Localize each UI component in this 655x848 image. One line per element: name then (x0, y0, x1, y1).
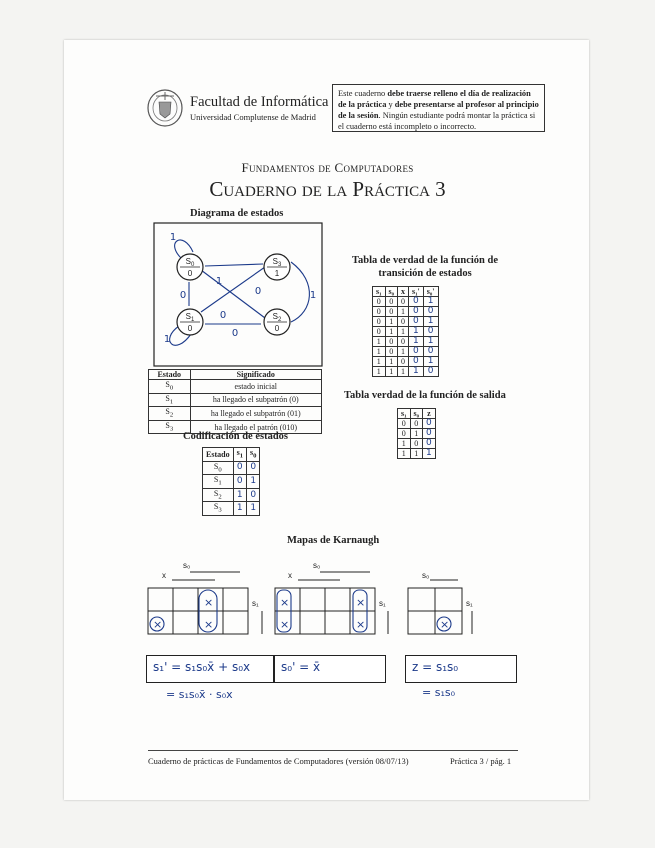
table-row (373, 357, 439, 367)
expr-s0: s₀' = x̄ (281, 660, 321, 674)
table-row (398, 449, 436, 459)
table-row: $S_1$ 0 1 (203, 475, 260, 489)
encoding-table (202, 447, 260, 516)
state-s3-label: $S_3$ (272, 257, 282, 268)
karnaugh-maps (140, 560, 520, 642)
table-cell: 1 (423, 317, 438, 327)
table-cell: 0 (409, 317, 424, 327)
table-cell: 0 (385, 297, 398, 307)
table-row: $S_1$ ha llegado el subpatrón (0) (149, 393, 322, 407)
col-significado: Significado (190, 370, 321, 380)
table-row: $S_3$ ha llegado el patrón (010) (149, 420, 322, 434)
table-cell: 0 (423, 439, 436, 449)
edge-label: 0 (219, 310, 227, 321)
course-name: Fundamentos de Computadores (241, 160, 414, 175)
svg-text:s₀: s₀ (422, 571, 430, 580)
kmap-mark: × (204, 618, 214, 631)
kmap-mark: × (153, 618, 163, 631)
table-row (373, 307, 439, 317)
table-cell: 1 (410, 429, 423, 439)
encoding-heading: Codificación de estados (183, 431, 288, 442)
table-cell: 0 (423, 367, 438, 377)
expr-box-s1 (146, 655, 274, 683)
table-cell: 1 (385, 327, 398, 337)
table-row (373, 337, 439, 347)
table-header-cell: s₀' (423, 287, 438, 297)
table-row (373, 367, 439, 377)
table-cell: 1 (373, 337, 386, 347)
state-s3-out: 1 (274, 269, 280, 278)
table-row: $S_0$ 0 0 (203, 461, 260, 475)
table-cell: 0 (423, 429, 436, 439)
expr-box-s0 (274, 655, 386, 683)
svg-text:x: x (162, 571, 166, 580)
svg-text:s₀: s₀ (313, 561, 321, 570)
kmap-mark: × (356, 596, 366, 609)
expr-box-z (405, 655, 517, 683)
table-cell: 1 (398, 439, 411, 449)
table-cell: 0 (398, 419, 411, 429)
kmap-mark: × (280, 596, 290, 609)
state-s0-label: $S_0$ (185, 257, 195, 268)
kmap-mark: × (356, 618, 366, 631)
state-s2-label: $S_2$ (272, 312, 282, 323)
table-row (373, 347, 439, 357)
table-row: $S_3$ 1 1 (203, 502, 260, 516)
svg-text:s₁: s₁ (379, 599, 386, 608)
table-cell: 1 (398, 449, 411, 459)
table-cell: 0 (385, 337, 398, 347)
table-cell: 0 (373, 307, 386, 317)
transition-heading: Tabla de verdad de la función de transición de estados (351, 255, 499, 279)
kmap-mark: × (280, 618, 290, 631)
edge-label: 1 (215, 276, 223, 287)
table-cell: 0 (423, 327, 438, 337)
notice-bold-1: debe traerse relleno el día de realización de la práctica (338, 89, 531, 109)
expr-z-nand: = s₁s₀ (422, 686, 455, 699)
edge-label: 1 (169, 232, 177, 243)
page-sheet (64, 40, 589, 800)
table-cell: 0 (410, 439, 423, 449)
expr-s1: s₁' = s₁s₀x̄ + s₀x (153, 660, 251, 674)
notice-bold-2: debe presentarse al profesor al principio de la sesión (338, 100, 539, 120)
table-row: $S_0$ estado inicial (149, 380, 322, 394)
table-cell: 0 (409, 347, 424, 357)
col-estado: Estado (149, 370, 191, 380)
table-cell: 0 (410, 419, 423, 429)
faculty-name: Facultad de Informática (190, 94, 329, 110)
state-diagram-heading: Diagrama de estados (190, 208, 284, 219)
table-cell: 0 (398, 337, 409, 347)
table-cell: 1 (423, 357, 438, 367)
table-cell: 1 (398, 367, 409, 377)
table-cell: 1 (409, 327, 424, 337)
kmap-mark: × (440, 618, 450, 631)
table-cell: 1 (373, 367, 386, 377)
table-cell: 1 (385, 367, 398, 377)
table-cell: 1 (409, 337, 424, 347)
table-cell: 0 (373, 317, 386, 327)
table-row (373, 317, 439, 327)
expr-z: z = s₁s₀ (412, 660, 459, 674)
table-row: $S_2$ ha llegado el subpatrón (01) (149, 407, 322, 421)
table-header-cell: s₀ (385, 287, 398, 297)
footer-right: Práctica 3 / pág. 1 (450, 756, 512, 766)
table-header-row (398, 409, 436, 419)
university-name: Universidad Complutense de Madrid (190, 112, 316, 122)
table-cell: 0 (423, 347, 438, 357)
table-cell: 1 (423, 297, 438, 307)
table-cell: 0 (398, 297, 409, 307)
table-cell: 1 (398, 347, 409, 357)
university-seal-icon (146, 88, 184, 128)
table-header-cell: s₁ (398, 409, 411, 419)
table-row (398, 419, 436, 429)
table-cell: 0 (423, 419, 436, 429)
table-cell: 1 (373, 357, 386, 367)
table-cell: 0 (409, 297, 424, 307)
table-row (373, 327, 439, 337)
table-row: $S_2$ 1 0 (203, 488, 260, 502)
table-cell: 0 (385, 307, 398, 317)
footer-left: Cuaderno de prácticas de Fundamentos de Computadores (versión 08/07/13) (148, 756, 409, 766)
table-cell: 0 (409, 307, 424, 317)
svg-text:s₁: s₁ (466, 599, 473, 608)
karnaugh-heading: Mapas de Karnaugh (287, 535, 380, 546)
table-cell: 0 (398, 357, 409, 367)
table-cell: 1 (398, 307, 409, 317)
table-cell: 1 (373, 347, 386, 357)
state-s2-out: 0 (274, 324, 280, 333)
table-cell: 1 (385, 357, 398, 367)
table-cell: 1 (409, 367, 424, 377)
edge-label: 0 (254, 286, 262, 297)
state-s1-out: 0 (187, 324, 193, 333)
table-cell: 0 (398, 429, 411, 439)
output-heading: Tabla verdad de la función de salida (344, 390, 506, 401)
svg-text:s₀: s₀ (183, 561, 191, 570)
table-cell: 1 (385, 317, 398, 327)
state-s0-out: 0 (187, 269, 193, 278)
edge-label: 0 (179, 290, 187, 301)
footer-divider (148, 750, 518, 751)
table-cell: 0 (373, 297, 386, 307)
table-row (398, 439, 436, 449)
table-header-cell: s₀ (410, 409, 423, 419)
table-row (398, 429, 436, 439)
edge-label: 1 (163, 334, 171, 345)
table-cell: 1 (410, 449, 423, 459)
svg-text:x: x (288, 571, 292, 580)
kmap-mark: × (204, 596, 214, 609)
transition-table (372, 286, 439, 377)
table-header-row (149, 370, 322, 380)
table-header-row: Estado $s_1$ $s_0$ (203, 448, 260, 462)
expr-s1-nand: = s₁s₀x̄ · s₀x (166, 688, 233, 701)
table-header-cell: z (423, 409, 436, 419)
notice-suffix: . Ningún estudiante podrá montar la práctica si el cuaderno está incompleto o incorrecto. (338, 111, 536, 131)
table-cell: 0 (398, 317, 409, 327)
state-meaning-table (148, 369, 322, 434)
table-cell: 1 (423, 337, 438, 347)
notice-mid: y (386, 100, 395, 109)
edge-label: 0 (231, 328, 239, 339)
table-header-row (373, 287, 439, 297)
state-s1-label: $S_1$ (185, 312, 195, 323)
table-cell: 0 (385, 347, 398, 357)
table-header-cell: x (398, 287, 409, 297)
table-cell: 0 (423, 307, 438, 317)
table-cell: 0 (409, 357, 424, 367)
notice-box (332, 84, 545, 132)
page-title: Cuaderno de la Práctica 3 (209, 177, 446, 201)
table-cell: 0 (373, 327, 386, 337)
svg-text:s₁: s₁ (252, 599, 259, 608)
table-cell: 1 (423, 449, 436, 459)
table-header-cell: s₁ (373, 287, 386, 297)
table-header-cell: s₁' (409, 287, 424, 297)
state-diagram (153, 222, 323, 367)
output-table (397, 408, 436, 459)
notice-text: Este cuaderno (338, 89, 388, 98)
edge-label: 1 (309, 290, 317, 301)
table-row (373, 297, 439, 307)
table-cell: 1 (398, 327, 409, 337)
